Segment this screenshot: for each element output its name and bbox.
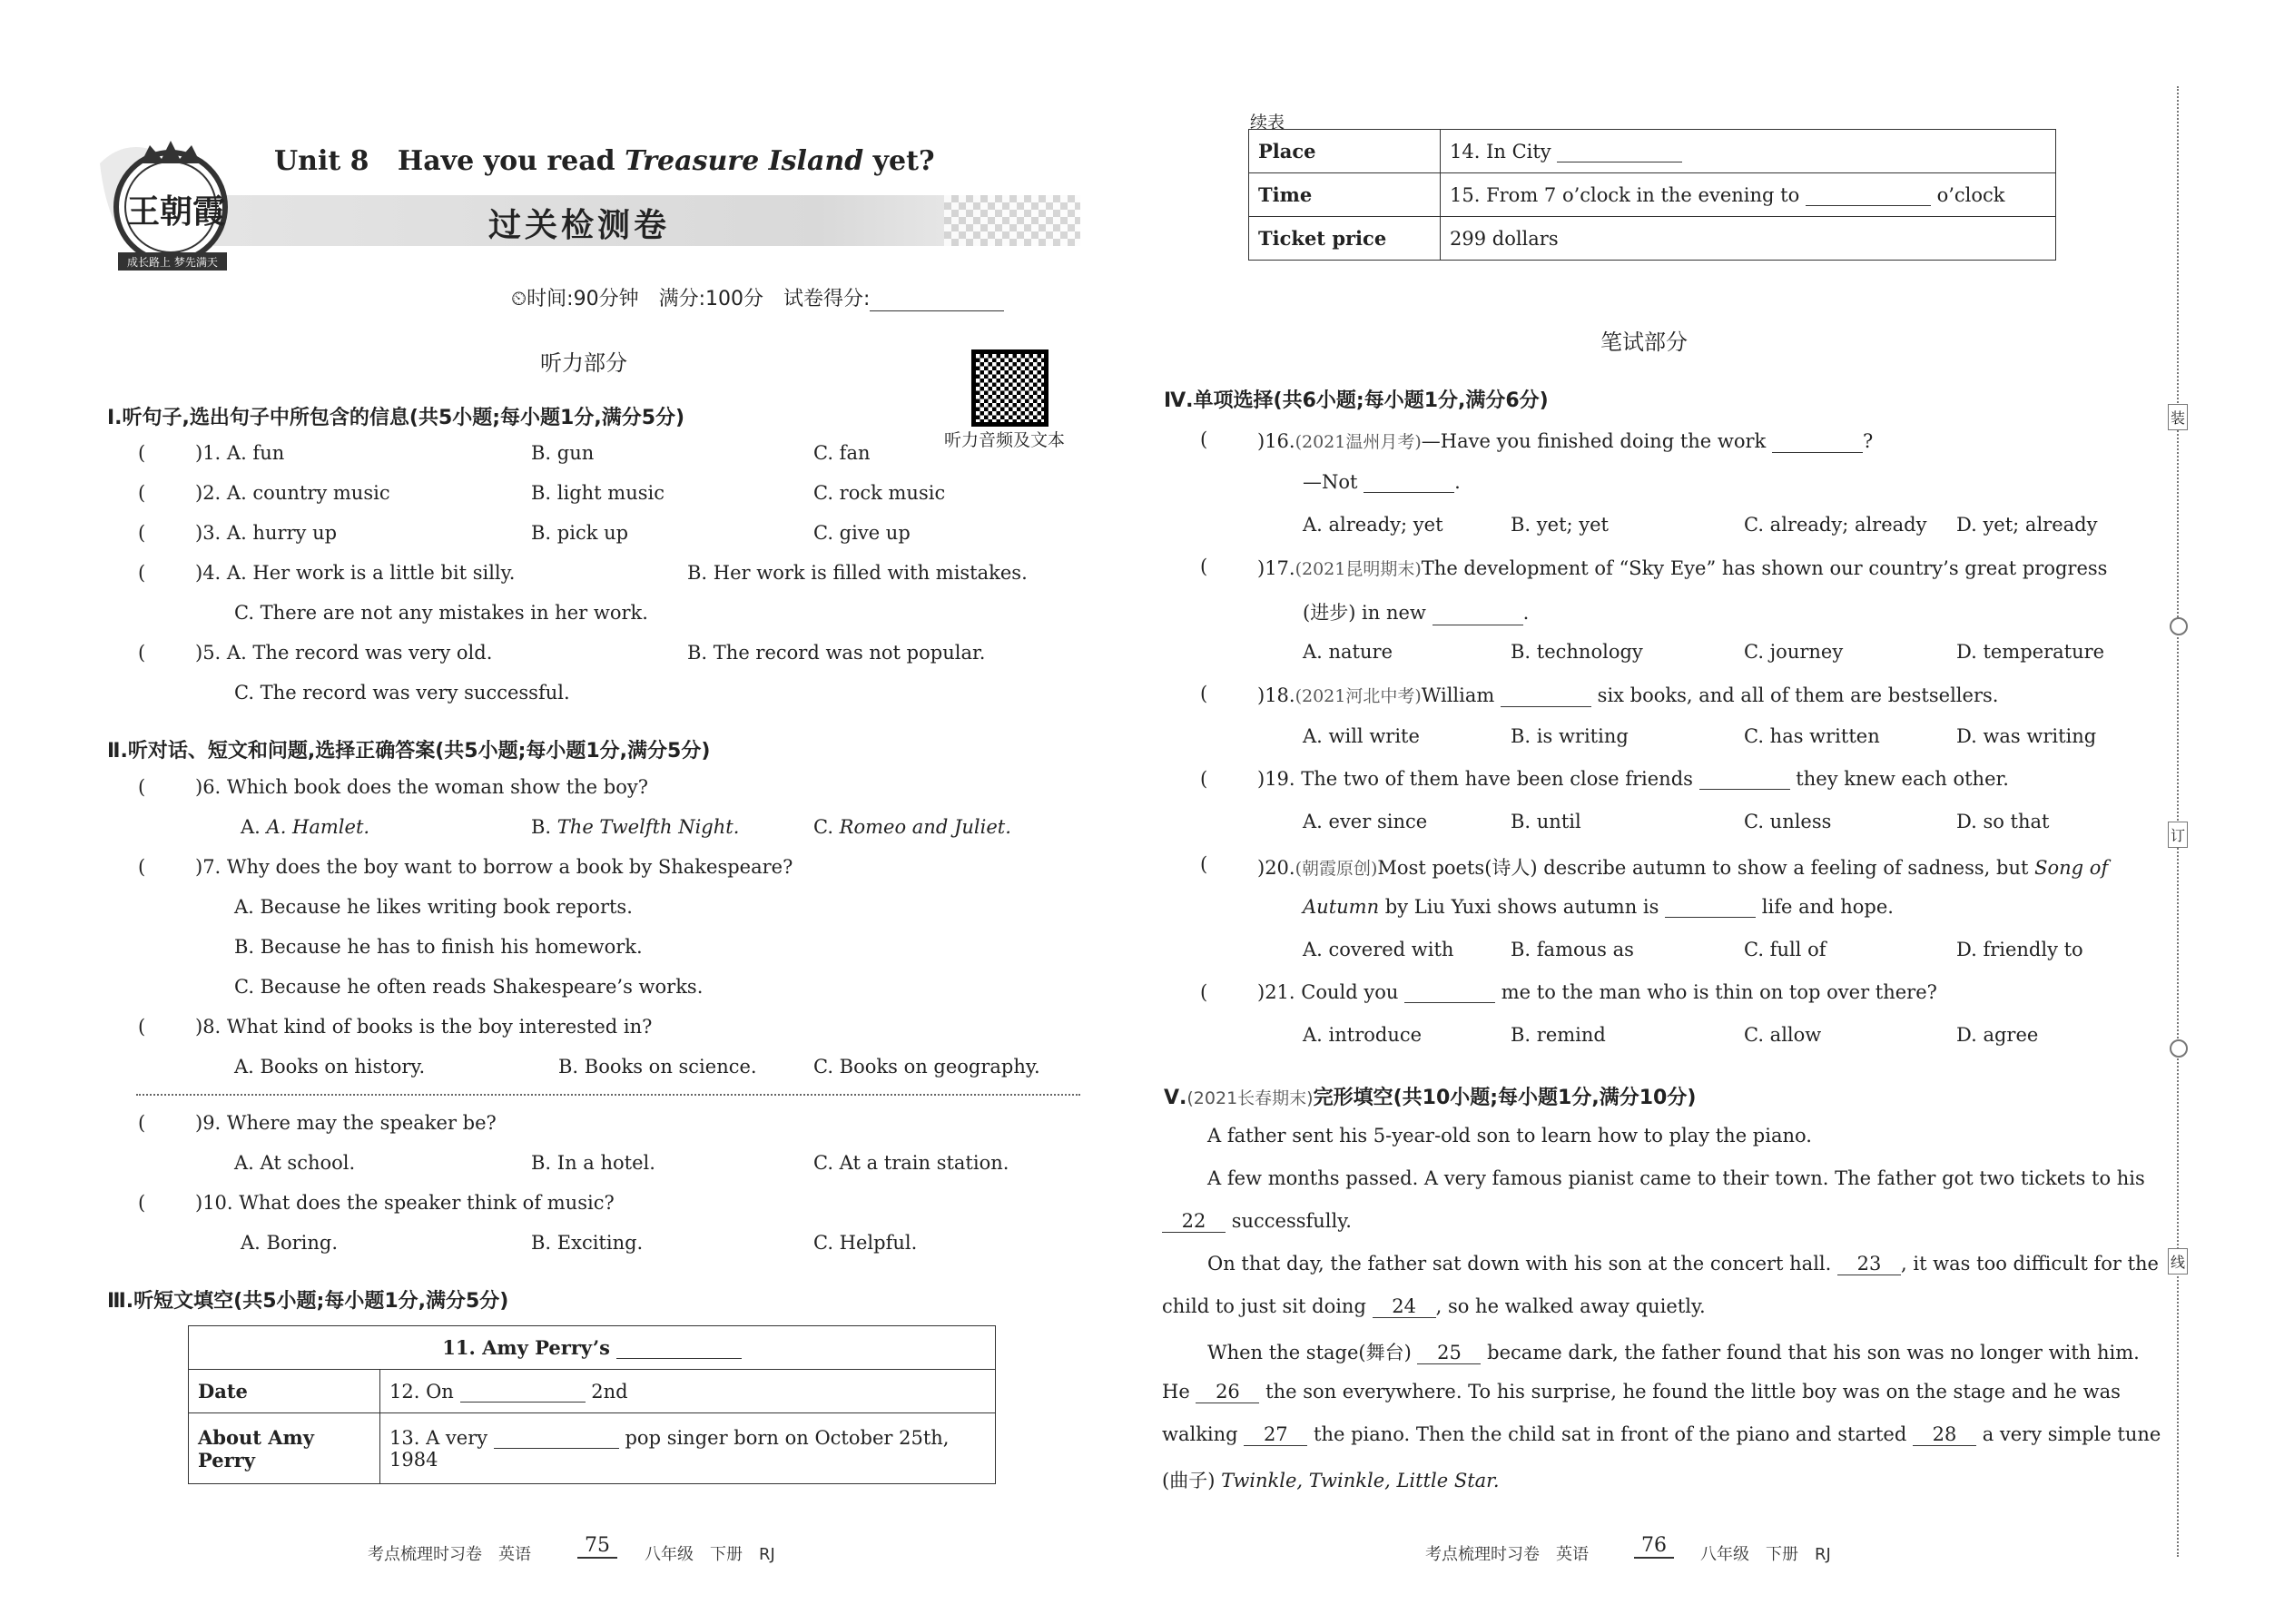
q21-paren[interactable]: ( bbox=[1200, 981, 1208, 1003]
q10-option-c: C. Helpful. bbox=[813, 1232, 918, 1254]
q7-option-b: B. Because he has to finish his homework. bbox=[234, 936, 643, 958]
logo bbox=[91, 136, 236, 272]
cloze-p4h-text: (曲子) bbox=[1162, 1470, 1216, 1491]
blank-26[interactable]: 26 bbox=[1196, 1381, 1259, 1403]
q16-end: ? bbox=[1862, 430, 1874, 452]
q6-option-b-label: B. bbox=[531, 816, 557, 838]
about-post: pop singer born on October 25th, 1984 bbox=[389, 1426, 950, 1471]
unit-label bbox=[274, 145, 935, 177]
q8-paren[interactable]: ( bbox=[138, 1016, 146, 1038]
continued-table bbox=[1248, 129, 2056, 261]
q16-num: )16. bbox=[1257, 430, 1295, 452]
q20-option-d: D. friendly to bbox=[1956, 939, 2083, 960]
blank-15[interactable] bbox=[1806, 187, 1931, 206]
q3-option-b: B. pick up bbox=[531, 522, 629, 544]
right-footer-book: 考点梳理时习卷 英语 bbox=[1425, 1545, 1589, 1564]
q7-option-c: C. Because he often reads Shakespeare’s works. bbox=[234, 976, 704, 998]
cloze-p3c bbox=[1162, 1295, 1706, 1318]
q5-paren[interactable]: ( bbox=[138, 642, 146, 664]
cloze-p3b-text: , it was too difficult for the bbox=[1901, 1253, 2159, 1275]
q20-italic: Song of bbox=[2034, 857, 2109, 879]
q17-num: )17. bbox=[1257, 557, 1295, 579]
qr-code[interactable] bbox=[971, 349, 1049, 427]
q9-option-c: C. At a train station. bbox=[813, 1152, 1009, 1174]
unit-title-book: Treasure Island bbox=[625, 145, 864, 177]
time-post: o’clock bbox=[1936, 183, 2005, 206]
q5-option-b: B. The record was not popular. bbox=[687, 642, 986, 664]
q16-line2: —Not . bbox=[1303, 471, 1461, 493]
section-1-heading: Ⅰ.听句子,选出句子中所包含的信息(共5小题;每小题1分,满分5分) bbox=[107, 407, 685, 429]
q3-paren[interactable]: ( bbox=[138, 522, 146, 544]
cloze-p4f-text: the piano. Then the child sat in front of the piano and started bbox=[1314, 1423, 1907, 1445]
cloze-p4e-text: walking bbox=[1162, 1423, 1238, 1445]
q6-option-c-label: C. bbox=[813, 816, 840, 838]
blank-13[interactable] bbox=[494, 1430, 619, 1449]
right-page-number: 76 bbox=[1634, 1534, 1674, 1559]
blank-12[interactable] bbox=[460, 1383, 586, 1403]
q7-stem: )7. Why does the boy want to borrow a book by Shakespeare? bbox=[195, 856, 793, 878]
q1-option-a: )1. A. fun bbox=[195, 442, 285, 464]
q1-paren[interactable]: ( bbox=[138, 442, 146, 464]
q16-text: —Have you finished doing the work bbox=[1421, 430, 1767, 452]
cloze-song-title: Twinkle, Twinkle, Little Star. bbox=[1221, 1470, 1500, 1491]
cloze-p4-text: When the stage(舞台) bbox=[1207, 1342, 1412, 1363]
q4-option-a: )4. A. Her work is a little bit silly. bbox=[195, 562, 516, 584]
sec5-source: (2021长春期末) bbox=[1186, 1088, 1314, 1108]
q6-stem: )6. Which book does the woman show the boy? bbox=[195, 776, 648, 798]
q18-num: )18. bbox=[1257, 684, 1295, 706]
exam-meta-text: ⏲时间:90分钟 满分:100分 试卷得分: bbox=[511, 288, 871, 310]
q16-blank[interactable] bbox=[1772, 434, 1863, 453]
price-value: 299 dollars bbox=[1441, 217, 2056, 261]
cloze-p2: A few months passed. A very famous pianist came to their town. The father got two tickets to his bbox=[1207, 1167, 2145, 1189]
binding-hole-1 bbox=[2170, 617, 2188, 635]
q17-source: (2021昆明期末) bbox=[1295, 559, 1422, 579]
cloze-p4h bbox=[1162, 1466, 1500, 1493]
q20-text: Most poets(诗人) describe autumn to show a feeling of sadness, but bbox=[1377, 857, 2029, 879]
q10-option-a: A. Boring. bbox=[241, 1232, 338, 1254]
q19-option-c: C. unless bbox=[1744, 811, 1832, 832]
q17-line2-text: (进步) in new bbox=[1303, 602, 1426, 624]
q21-stem bbox=[1257, 981, 1937, 1003]
q3-option-a: )3. A. hurry up bbox=[195, 522, 338, 544]
q19-stem bbox=[1257, 768, 2009, 790]
listening-heading: 听力部分 bbox=[540, 350, 627, 376]
q6-option-a: A. A. Hamlet. bbox=[241, 816, 370, 838]
dotted-divider bbox=[136, 1094, 1080, 1096]
left-footer-book: 考点梳理时习卷 英语 bbox=[368, 1545, 531, 1564]
listening-table bbox=[188, 1325, 996, 1484]
q6-option-c-text: Romeo and Juliet. bbox=[839, 816, 1011, 838]
q19-option-a: A. ever since bbox=[1303, 811, 1428, 832]
q17-option-c: C. journey bbox=[1744, 641, 1844, 663]
q19-text-post: they knew each other. bbox=[1796, 768, 2009, 790]
section-2-heading: Ⅱ.听对话、短文和问题,选择正确答案(共5小题;每小题1分,满分5分) bbox=[107, 740, 711, 763]
q20-paren[interactable]: ( bbox=[1200, 853, 1208, 875]
q4-option-c: C. There are not any mistakes in her work. bbox=[234, 602, 648, 624]
binding-hole-2 bbox=[2170, 1039, 2188, 1058]
q9-stem: )9. Where may the speaker be? bbox=[195, 1112, 497, 1134]
unit-number: Unit 8 bbox=[274, 145, 369, 177]
q16-line2-text: —Not bbox=[1303, 471, 1358, 493]
cloze-p3-text: On that day, the father sat down with his son at the concert hall. bbox=[1207, 1253, 1832, 1275]
q16-source: (2021温州月考) bbox=[1295, 432, 1422, 452]
q17-blank[interactable] bbox=[1433, 606, 1523, 625]
cloze-p2b bbox=[1162, 1210, 1352, 1233]
q17-option-a: A. nature bbox=[1303, 641, 1393, 663]
q2-option-b: B. light music bbox=[531, 482, 665, 504]
table-date-value bbox=[380, 1370, 996, 1413]
binding-mark-3: 线 bbox=[2168, 1248, 2188, 1275]
q6-option-b bbox=[531, 816, 739, 838]
q18-option-d: D. was writing bbox=[1956, 725, 2097, 747]
table-about-value bbox=[380, 1413, 996, 1484]
time-pre: 15. From 7 o’clock in the evening to bbox=[1450, 183, 1800, 206]
q18-text-pre: William bbox=[1421, 684, 1495, 706]
blank-22[interactable]: 22 bbox=[1162, 1210, 1226, 1233]
place-value bbox=[1441, 130, 2056, 173]
price-label: Ticket price bbox=[1249, 217, 1441, 261]
q18-source: (2021河北中考) bbox=[1295, 686, 1422, 706]
q18-text-post: six books, and all of them are bestsellers. bbox=[1597, 684, 1999, 706]
logo-text: 王朝霞 bbox=[127, 192, 226, 231]
q6-option-a-text: A. Hamlet. bbox=[266, 816, 370, 838]
page-title: 过关检测卷 bbox=[488, 207, 671, 244]
cloze-p1: A father sent his 5-year-old son to learn how to play the piano. bbox=[1207, 1125, 1812, 1147]
left-footer-grade: 八年级 下册 RJ bbox=[645, 1545, 775, 1564]
q20-blank[interactable] bbox=[1665, 899, 1756, 918]
binding-mark-1: 装 bbox=[2168, 404, 2188, 430]
exam-meta bbox=[511, 283, 1004, 311]
cloze-p4g-text: a very simple tune bbox=[1982, 1423, 2161, 1445]
table-title-cell bbox=[189, 1326, 996, 1370]
unit-title: Have you read bbox=[397, 145, 615, 177]
q18-option-c: C. has written bbox=[1744, 725, 1880, 747]
q21-option-b: B. remind bbox=[1511, 1024, 1606, 1046]
q10-paren[interactable]: ( bbox=[138, 1192, 146, 1214]
q20-option-b: B. famous as bbox=[1511, 939, 1634, 960]
q2-option-c: C. rock music bbox=[813, 482, 946, 504]
q1-option-b: B. gun bbox=[531, 442, 595, 464]
q16-stem bbox=[1257, 428, 1873, 453]
sec5-text: 完形填空(共10小题;每小题1分,满分10分) bbox=[1313, 1087, 1697, 1109]
time-label: Time bbox=[1249, 173, 1441, 217]
q20-option-a: A. covered with bbox=[1303, 939, 1454, 960]
binding-mark-2: 订 bbox=[2168, 822, 2188, 848]
logo-banner: 成长路上 梦先满天 bbox=[127, 256, 218, 269]
q17-line2: (进步) in new . bbox=[1303, 602, 1530, 624]
cloze-p4 bbox=[1207, 1338, 2140, 1365]
table-title: 11. Amy Perry’s bbox=[442, 1336, 610, 1359]
blank-11[interactable] bbox=[616, 1340, 742, 1359]
written-heading: 笔试部分 bbox=[1600, 330, 1688, 355]
q20-stem bbox=[1257, 853, 2108, 881]
q1-option-c: C. fan bbox=[813, 442, 871, 464]
q9-option-a: A. At school. bbox=[234, 1152, 356, 1174]
q3-option-c: C. give up bbox=[813, 522, 911, 544]
q20-num: )20. bbox=[1257, 857, 1295, 879]
section-3-heading: Ⅲ.听短文填空(共5小题;每小题1分,满分5分) bbox=[107, 1290, 509, 1313]
q5-option-a: )5. A. The record was very old. bbox=[195, 642, 493, 664]
q21-blank[interactable] bbox=[1404, 984, 1495, 1003]
q20-line2-text: by Liu Yuxi shows autumn is bbox=[1384, 896, 1659, 918]
blank-27[interactable]: 27 bbox=[1244, 1423, 1307, 1446]
q8-stem: )8. What kind of books is the boy interested in? bbox=[195, 1016, 653, 1038]
about-pre: 13. A very bbox=[389, 1426, 488, 1449]
q2-option-a: )2. A. country music bbox=[195, 482, 390, 504]
header-checker bbox=[944, 195, 1080, 246]
q21-text-post: me to the man who is thin on top over there? bbox=[1501, 981, 1937, 1003]
section-4-heading: Ⅳ.单项选择(共6小题;每小题1分,满分6分) bbox=[1164, 389, 1549, 412]
q17-text: The development of “Sky Eye” has shown our country’s great progress bbox=[1421, 557, 2108, 579]
q20-line2-end: life and hope. bbox=[1761, 896, 1894, 918]
q21-option-c: C. allow bbox=[1744, 1024, 1822, 1046]
q8-option-c: C. Books on geography. bbox=[813, 1056, 1040, 1078]
cloze-p4e bbox=[1162, 1423, 2161, 1446]
blank-14[interactable] bbox=[1557, 143, 1682, 162]
q19-num: )19. The two of them have been close friends bbox=[1257, 768, 1693, 790]
right-footer-grade: 八年级 下册 RJ bbox=[1700, 1545, 1831, 1564]
q4-paren[interactable]: ( bbox=[138, 562, 146, 584]
q6-paren[interactable]: ( bbox=[138, 776, 146, 798]
q16-option-a: A. already; yet bbox=[1303, 514, 1443, 536]
section-5-heading bbox=[1164, 1082, 1696, 1110]
left-page-number: 75 bbox=[577, 1534, 617, 1559]
q7-option-a: A. Because he likes writing book reports. bbox=[234, 896, 633, 918]
cloze-p4b-text: became dark, the father found that his son was no longer with him. bbox=[1487, 1342, 2140, 1363]
q8-option-a: A. Books on history. bbox=[234, 1056, 426, 1078]
q2-paren[interactable]: ( bbox=[138, 482, 146, 504]
q6-option-b-text: The Twelfth Night. bbox=[556, 816, 740, 838]
table-date-label: Date bbox=[189, 1370, 380, 1413]
blank-24[interactable]: 24 bbox=[1373, 1295, 1436, 1318]
sec5-prefix: Ⅴ. bbox=[1164, 1087, 1187, 1109]
q17-paren[interactable]: ( bbox=[1200, 556, 1208, 577]
q8-option-b: B. Books on science. bbox=[558, 1056, 757, 1078]
unit-title-end: yet? bbox=[872, 145, 935, 177]
q21-option-d: D. agree bbox=[1956, 1024, 2039, 1046]
q6-option-c bbox=[813, 816, 1011, 838]
q16-option-c: C. already; already bbox=[1744, 514, 1927, 536]
q4-option-b: B. Her work is filled with mistakes. bbox=[687, 562, 1028, 584]
blank-25[interactable]: 25 bbox=[1417, 1342, 1481, 1364]
q17-option-b: B. technology bbox=[1511, 641, 1643, 663]
table-about-label: About Amy Perry bbox=[189, 1413, 380, 1484]
q18-option-a: A. will write bbox=[1303, 725, 1420, 747]
q16-paren[interactable]: ( bbox=[1200, 428, 1208, 450]
q17-option-d: D. temperature bbox=[1956, 641, 2105, 663]
continued-label: 续表 bbox=[1250, 113, 1285, 133]
cloze-p2b-text: successfully. bbox=[1231, 1210, 1352, 1232]
q9-paren[interactable]: ( bbox=[138, 1112, 146, 1134]
q16-option-d: D. yet; already bbox=[1956, 514, 2098, 536]
cloze-p4c-text: He bbox=[1162, 1381, 1190, 1403]
q18-paren[interactable]: ( bbox=[1200, 683, 1208, 704]
cloze-p4c bbox=[1162, 1381, 2121, 1403]
q20-italic-2: Autumn bbox=[1303, 896, 1380, 918]
q10-option-b: B. Exciting. bbox=[531, 1232, 644, 1254]
q20-option-c: C. full of bbox=[1744, 939, 1826, 960]
q18-blank[interactable] bbox=[1501, 688, 1591, 707]
cloze-p3d-text: , so he walked away quietly. bbox=[1435, 1295, 1706, 1317]
blank-28[interactable]: 28 bbox=[1913, 1423, 1976, 1446]
q20-line2 bbox=[1303, 896, 1894, 918]
q19-blank[interactable] bbox=[1699, 771, 1790, 790]
place-value-text: 14. In City bbox=[1450, 140, 1551, 162]
q20-source: (朝霞原创) bbox=[1295, 859, 1378, 879]
q9-option-b: B. In a hotel. bbox=[531, 1152, 655, 1174]
q16-blank-2[interactable] bbox=[1364, 474, 1454, 493]
q5-option-c: C. The record was very successful. bbox=[234, 682, 570, 704]
q7-paren[interactable]: ( bbox=[138, 856, 146, 878]
cloze-p4d-text: the son everywhere. To his surprise, he found the little boy was on the stage and he was bbox=[1265, 1381, 2121, 1403]
q17-stem bbox=[1257, 556, 2107, 580]
q21-option-a: A. introduce bbox=[1303, 1024, 1423, 1046]
cloze-p3 bbox=[1207, 1253, 2159, 1275]
q21-num: )21. Could you bbox=[1257, 981, 1399, 1003]
date-post: 2nd bbox=[591, 1380, 628, 1403]
q19-option-b: B. until bbox=[1511, 811, 1581, 832]
cloze-p3c-text: child to just sit doing bbox=[1162, 1295, 1366, 1317]
place-label: Place bbox=[1249, 130, 1441, 173]
q10-stem: )10. What does the speaker think of music? bbox=[195, 1192, 615, 1214]
blank-23[interactable]: 23 bbox=[1837, 1253, 1901, 1275]
time-value bbox=[1441, 173, 2056, 217]
q18-option-b: B. is writing bbox=[1511, 725, 1629, 747]
qr-caption: 听力音频及文本 bbox=[944, 430, 1066, 450]
q18-stem bbox=[1257, 683, 1998, 707]
date-pre: 12. On bbox=[389, 1380, 454, 1403]
q19-paren[interactable]: ( bbox=[1200, 768, 1208, 790]
q16-option-b: B. yet; yet bbox=[1511, 514, 1609, 536]
q19-option-d: D. so that bbox=[1956, 811, 2050, 832]
